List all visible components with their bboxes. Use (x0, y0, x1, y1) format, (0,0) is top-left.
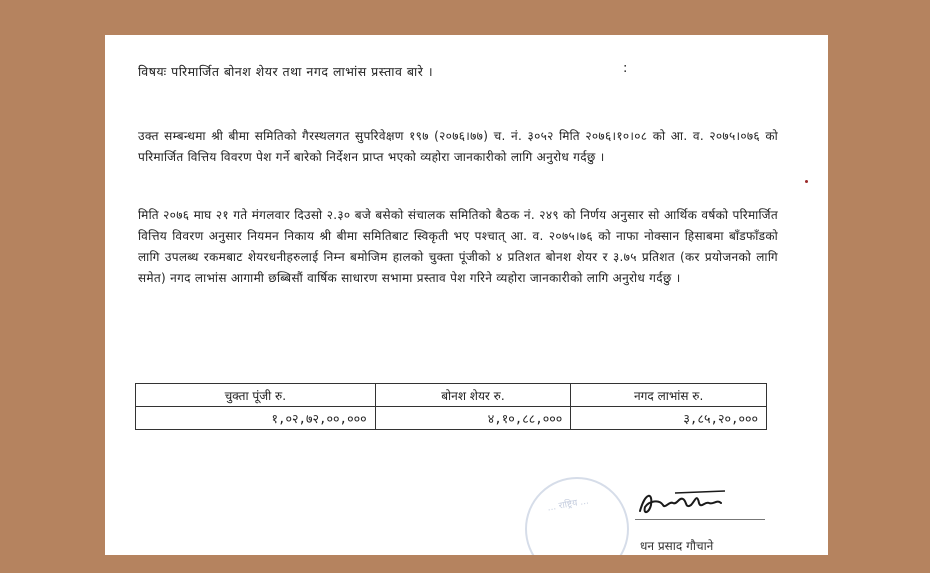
value-paid-up-capital: १,०२,७२,००,००० (136, 407, 376, 430)
table-value-row (136, 407, 767, 430)
red-dot-mark (805, 180, 808, 183)
share-table (135, 383, 767, 430)
handwritten-signature (635, 483, 745, 523)
letter-page (105, 35, 828, 555)
header-paid-up-capital: चुक्ता पूंजी रु. (136, 384, 376, 407)
signer-name: धन प्रसाद गौचाने (640, 539, 714, 553)
value-cash-dividend: ३,८५,२०,००० (571, 407, 767, 430)
header-bonus-share: बोनश शेयर रु. (375, 384, 571, 407)
signature-line (635, 519, 765, 520)
header-cash-dividend: नगद लाभांस रु. (571, 384, 767, 407)
stray-mark: : (623, 61, 628, 76)
value-bonus-share: ४,१०,८८,००० (375, 407, 571, 430)
company-stamp (525, 477, 629, 555)
stamp-text: ... राष्ट्रिय ... (546, 496, 590, 514)
paragraph-2: मिति २०७६ माघ २१ गते मंगलवार दिउसो २.३० बजे बसेको संचालक समितिको बैठक नं. २४९ को निर्णय अनुसार सो आर्थिक वर्षको परिमार्जित वित्तिय विवरण अनुसार नियमन निकाय श्री बीमा समितिबाट स्विकृती भए पश्चात् आ. व. २०७५।७६ को नाफा नोक्सान हिसाबमा बाँडफाँडको लागि उपलब्ध रकमबाट शेयरधनीहरुलाई निम्न बमोजिम हालको चुक्ता पूंजीको ४ प्रतिशत बोनश शेयर र ३.७५ प्रतिशत (कर प्रयोजनको लागि समेत) नगद लाभांस आगामी छब्बिसौं वार्षिक साधारण सभामा प्रस्ताव पेश गरिने व्यहोरा जानकारीको लागि अनुरोध गर्दछु । (138, 208, 778, 285)
table-header-row (136, 384, 767, 407)
paragraph-1: उक्त सम्बन्धमा श्री बीमा समितिको गैरस्थलगत सुपरिवेक्षण १९७ (२०७६।७७) च. नं. ३०५२ मिति २०७६।१०।०८ को आ. व. २०७५।०७६ को परिमार्जित वित्तिय विवरण पेश गर्ने बारेको निर्देशन प्राप्त भएको व्यहोरा जानकारीको लागि अनुरोध गर्दछु । (138, 129, 778, 164)
letter-subject: विषयः परिमार्जित बोनश शेयर तथा नगद लाभांस प्रस्ताव बारे । (138, 64, 434, 79)
signature-area (525, 475, 825, 555)
